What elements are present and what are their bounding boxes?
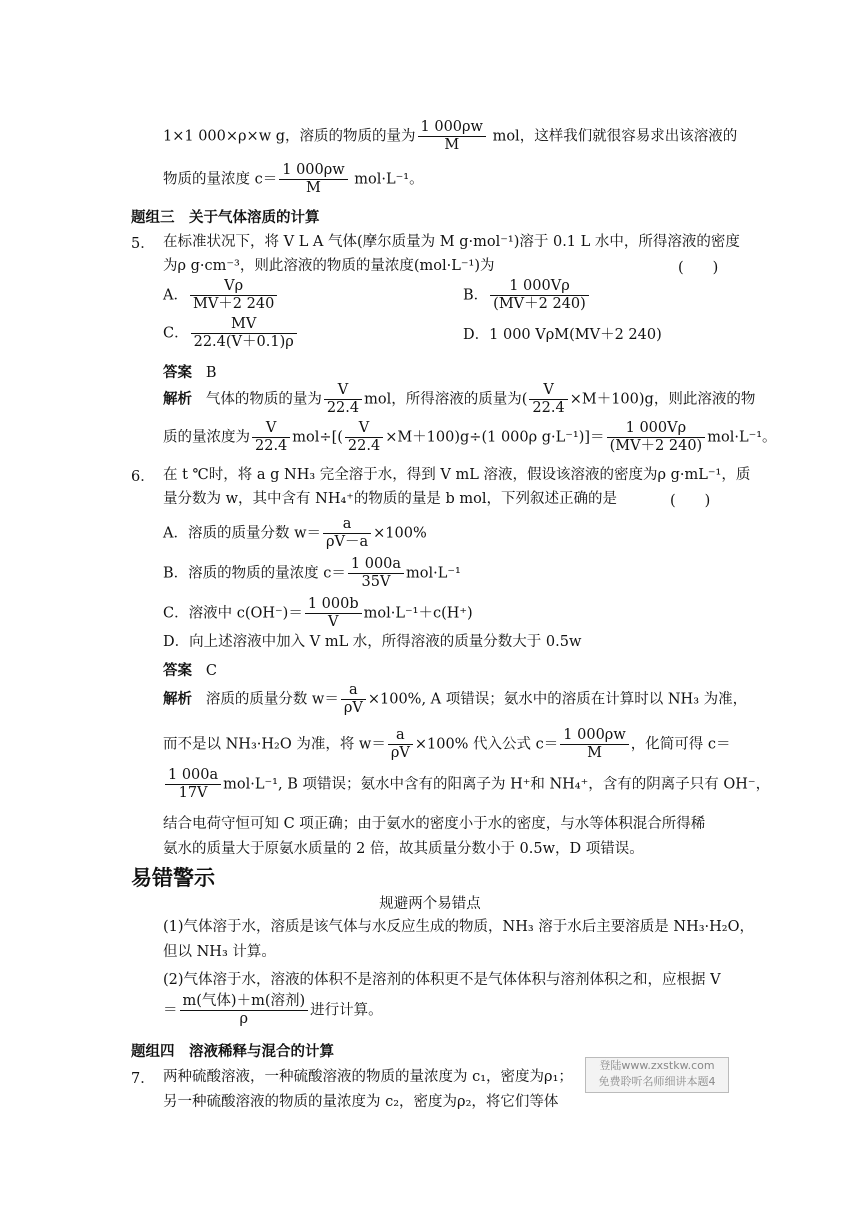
q5-stem-1: 在标准状况下，将 V L A 气体(摩尔质量为 M g·mol⁻¹)溶于 0.1 L 水中，所得溶液的密度	[163, 234, 740, 250]
text: mol·L⁻¹	[406, 565, 461, 582]
numerator: V	[345, 420, 383, 438]
q6-option-d: D．向上述溶液中加入 V mL 水，所得溶液的质量分数大于 0.5w	[163, 634, 582, 650]
q5-option-b	[463, 278, 591, 313]
answer-label: 答案	[163, 663, 192, 679]
text: ＝	[163, 1002, 178, 1019]
fraction	[191, 316, 297, 351]
fraction	[323, 516, 371, 551]
numerator: 1 000Vρ	[490, 278, 589, 296]
numerator: 1 000Vρ	[607, 420, 706, 438]
q5-option-d	[463, 325, 662, 345]
q5-option-c	[163, 316, 299, 351]
denominator: 22.4	[347, 438, 381, 454]
intro-line-1	[163, 119, 737, 154]
fraction	[345, 420, 383, 455]
option-label: C．	[163, 325, 189, 342]
fraction	[279, 162, 347, 197]
q6-analysis-line-5: 氨水的质量大于原氨水质量的 2 倍，故其质量分数小于 0.5w，D 项错误。	[163, 841, 644, 857]
q7-stem-1: 两种硫酸溶液，一种硫酸溶液的物质的量浓度为 c₁，密度为ρ₁；	[163, 1069, 573, 1085]
q6-answer-bracket: ( )	[670, 493, 711, 509]
text: 进行计算。	[310, 1002, 383, 1019]
text: ，化简可得 c＝	[630, 736, 731, 753]
numerator: 1 000ρw	[418, 119, 486, 137]
q5-answer	[163, 363, 216, 383]
numerator: V	[252, 420, 290, 438]
fraction	[324, 382, 362, 417]
denominator: V	[327, 614, 339, 630]
option-label: A．	[163, 287, 188, 304]
numerator: 1 000a	[165, 767, 221, 785]
denominator: (MV＋2 240)	[493, 296, 586, 312]
denominator: M	[444, 137, 460, 153]
fraction	[560, 727, 628, 762]
fraction	[341, 682, 366, 717]
q7-stem-2: 另一种硫酸溶液的物质的量浓度为 c₂，密度为ρ₂，将它们等体	[163, 1094, 559, 1110]
q5-answer-bracket: ( )	[678, 260, 719, 276]
warning-point-1-line-1: (1)气体溶于水，溶质是该气体与水反应生成的物质，NH₃ 溶于水后主要溶质是 NH₃·H₂O，	[163, 919, 754, 935]
warning-point-2-formula	[163, 993, 383, 1028]
text: ×M＋100)g÷(1 000ρ g·L⁻¹)]＝	[385, 429, 605, 446]
answer-value: B	[205, 365, 217, 381]
fraction	[529, 382, 567, 417]
denominator: ρV	[390, 745, 410, 761]
denominator: 22.4	[532, 400, 565, 416]
text: 气体的物质的量为	[205, 391, 322, 408]
denominator: (MV＋2 240)	[609, 438, 703, 454]
numerator: MV	[191, 316, 297, 334]
watermark-line-2: 免费聆听名师细讲本题4	[598, 1075, 716, 1088]
q6-analysis-line-3	[163, 767, 770, 802]
q6-option-b	[163, 556, 461, 591]
text: mol·L⁻¹。	[707, 429, 777, 446]
q5-number: 5．	[131, 236, 155, 252]
warning-point-2-line-1: (2)气体溶于水，溶液的体积不是溶剂的体积更不是气体体积与溶剂体积之和，应根据 V	[163, 972, 721, 988]
text: C．溶液中 c(OH⁻)＝	[163, 605, 303, 622]
numerator: 1 000ρw	[560, 727, 628, 745]
text: mol·L⁻¹。	[349, 171, 424, 188]
fraction	[490, 278, 589, 313]
answer-value: C	[205, 663, 217, 679]
text: 物质的量浓度 c＝	[163, 171, 278, 188]
numerator: a	[388, 727, 413, 745]
fraction	[305, 596, 362, 631]
denominator: ρ	[239, 1011, 249, 1027]
q5-option-a	[163, 278, 279, 313]
watermark-line-1: 登陆www.zxstkw.com	[599, 1059, 715, 1072]
q7-number: 7．	[131, 1071, 155, 1087]
text: mol，所得溶液的质量为(	[364, 391, 528, 408]
q5-analysis-line-2	[163, 420, 777, 455]
fraction	[180, 993, 309, 1028]
fraction	[190, 278, 277, 313]
denominator: 22.4(V＋0.1)ρ	[193, 334, 294, 350]
q6-stem-2: 量分数为 w，其中含有 NH₄⁺的物质的量是 b mol，下列叙述正确的是	[163, 491, 618, 507]
denominator: ρV－a	[326, 534, 369, 550]
q6-answer	[163, 661, 217, 681]
denominator: 22.4	[326, 400, 360, 416]
numerator: a	[323, 516, 371, 534]
text: mol÷[(	[292, 429, 343, 446]
option-label: D．	[463, 327, 490, 343]
q6-number: 6．	[131, 469, 155, 485]
fraction	[607, 420, 706, 455]
group3-heading: 题组三 关于气体溶质的计算	[131, 210, 320, 226]
q6-stem-1: 在 t ℃时，将 a g NH₃ 完全溶于水，得到 V mL 溶液，假设该溶液的密度为ρ g·mL⁻¹，质	[163, 467, 751, 483]
denominator: M	[306, 180, 321, 196]
text: mol·L⁻¹, B 项错误；氨水中含有的阳离子为 H⁺和 NH₄⁺，含有的阴离子只有 OH⁻，	[223, 776, 771, 793]
text: ×M＋100)g，则此溶液的物	[569, 391, 756, 408]
warning-subtitle: 规避两个易错点	[379, 896, 481, 912]
numerator: Vρ	[190, 278, 277, 296]
numerator: V	[324, 382, 362, 400]
q6-analysis-line-1	[163, 682, 747, 717]
fraction	[348, 556, 404, 591]
denominator: 22.4	[255, 438, 288, 454]
text: mol·L⁻¹＋c(H⁺)	[363, 605, 473, 622]
text: ×100% 代入公式 c＝	[414, 736, 559, 753]
option-label: B．	[463, 287, 489, 304]
denominator: 17V	[178, 785, 208, 801]
text: ×100%, A 项错误；氨水中的溶质在计算时以 NH₃ 为准，	[367, 691, 748, 708]
q5-analysis-line-1	[163, 382, 755, 417]
numerator: 1 000b	[305, 596, 362, 614]
warning-title: 易错警示	[131, 866, 215, 890]
analysis-label: 解析	[163, 691, 192, 708]
fraction	[252, 420, 290, 455]
denominator: M	[587, 745, 602, 761]
answer-label: 答案	[163, 365, 192, 381]
numerator: 1 000a	[348, 556, 404, 574]
q6-analysis-line-2	[163, 727, 730, 762]
fraction	[388, 727, 413, 762]
text: 溶质的质量分数 w＝	[205, 691, 339, 708]
intro-line-2	[163, 162, 424, 197]
text: B．溶质的物质的量浓度 c＝	[163, 565, 346, 582]
text: A．溶质的质量分数 w＝	[163, 525, 321, 542]
numerator: 1 000ρw	[279, 162, 347, 180]
denominator: 35V	[361, 574, 391, 590]
text: 1×1 000×ρ×w g，溶质的物质的量为	[163, 128, 416, 145]
analysis-label: 解析	[163, 391, 192, 408]
text: ×100%	[373, 525, 427, 542]
text: 而不是以 NH₃·H₂O 为准，将 w＝	[163, 736, 386, 753]
text: 质的量浓度为	[163, 429, 250, 446]
q6-option-c	[163, 596, 473, 631]
group4-heading: 题组四 溶液稀释与混合的计算	[131, 1044, 334, 1060]
text: mol，这样我们就很容易求出该溶液的	[487, 128, 738, 145]
q5-stem-2: 为ρ g·cm⁻³，则此溶液的物质的量浓度(mol·L⁻¹)为	[163, 258, 495, 274]
option-text: 1 000 VρM(MV＋2 240)	[489, 327, 662, 343]
fraction	[418, 119, 486, 154]
denominator: MV＋2 240	[192, 296, 275, 312]
numerator: a	[341, 682, 366, 700]
fraction	[165, 767, 221, 802]
warning-point-1-line-2: 但以 NH₃ 计算。	[163, 944, 276, 960]
video-lecture-link[interactable]	[585, 1057, 729, 1093]
q6-analysis-line-4: 结合电荷守恒可知 C 项正确；由于氨水的密度小于水的密度，与水等体积混合所得稀	[163, 816, 706, 832]
denominator: ρV	[343, 700, 363, 716]
numerator: V	[529, 382, 567, 400]
numerator: m(气体)＋m(溶剂)	[180, 993, 309, 1011]
q6-option-a	[163, 516, 427, 551]
